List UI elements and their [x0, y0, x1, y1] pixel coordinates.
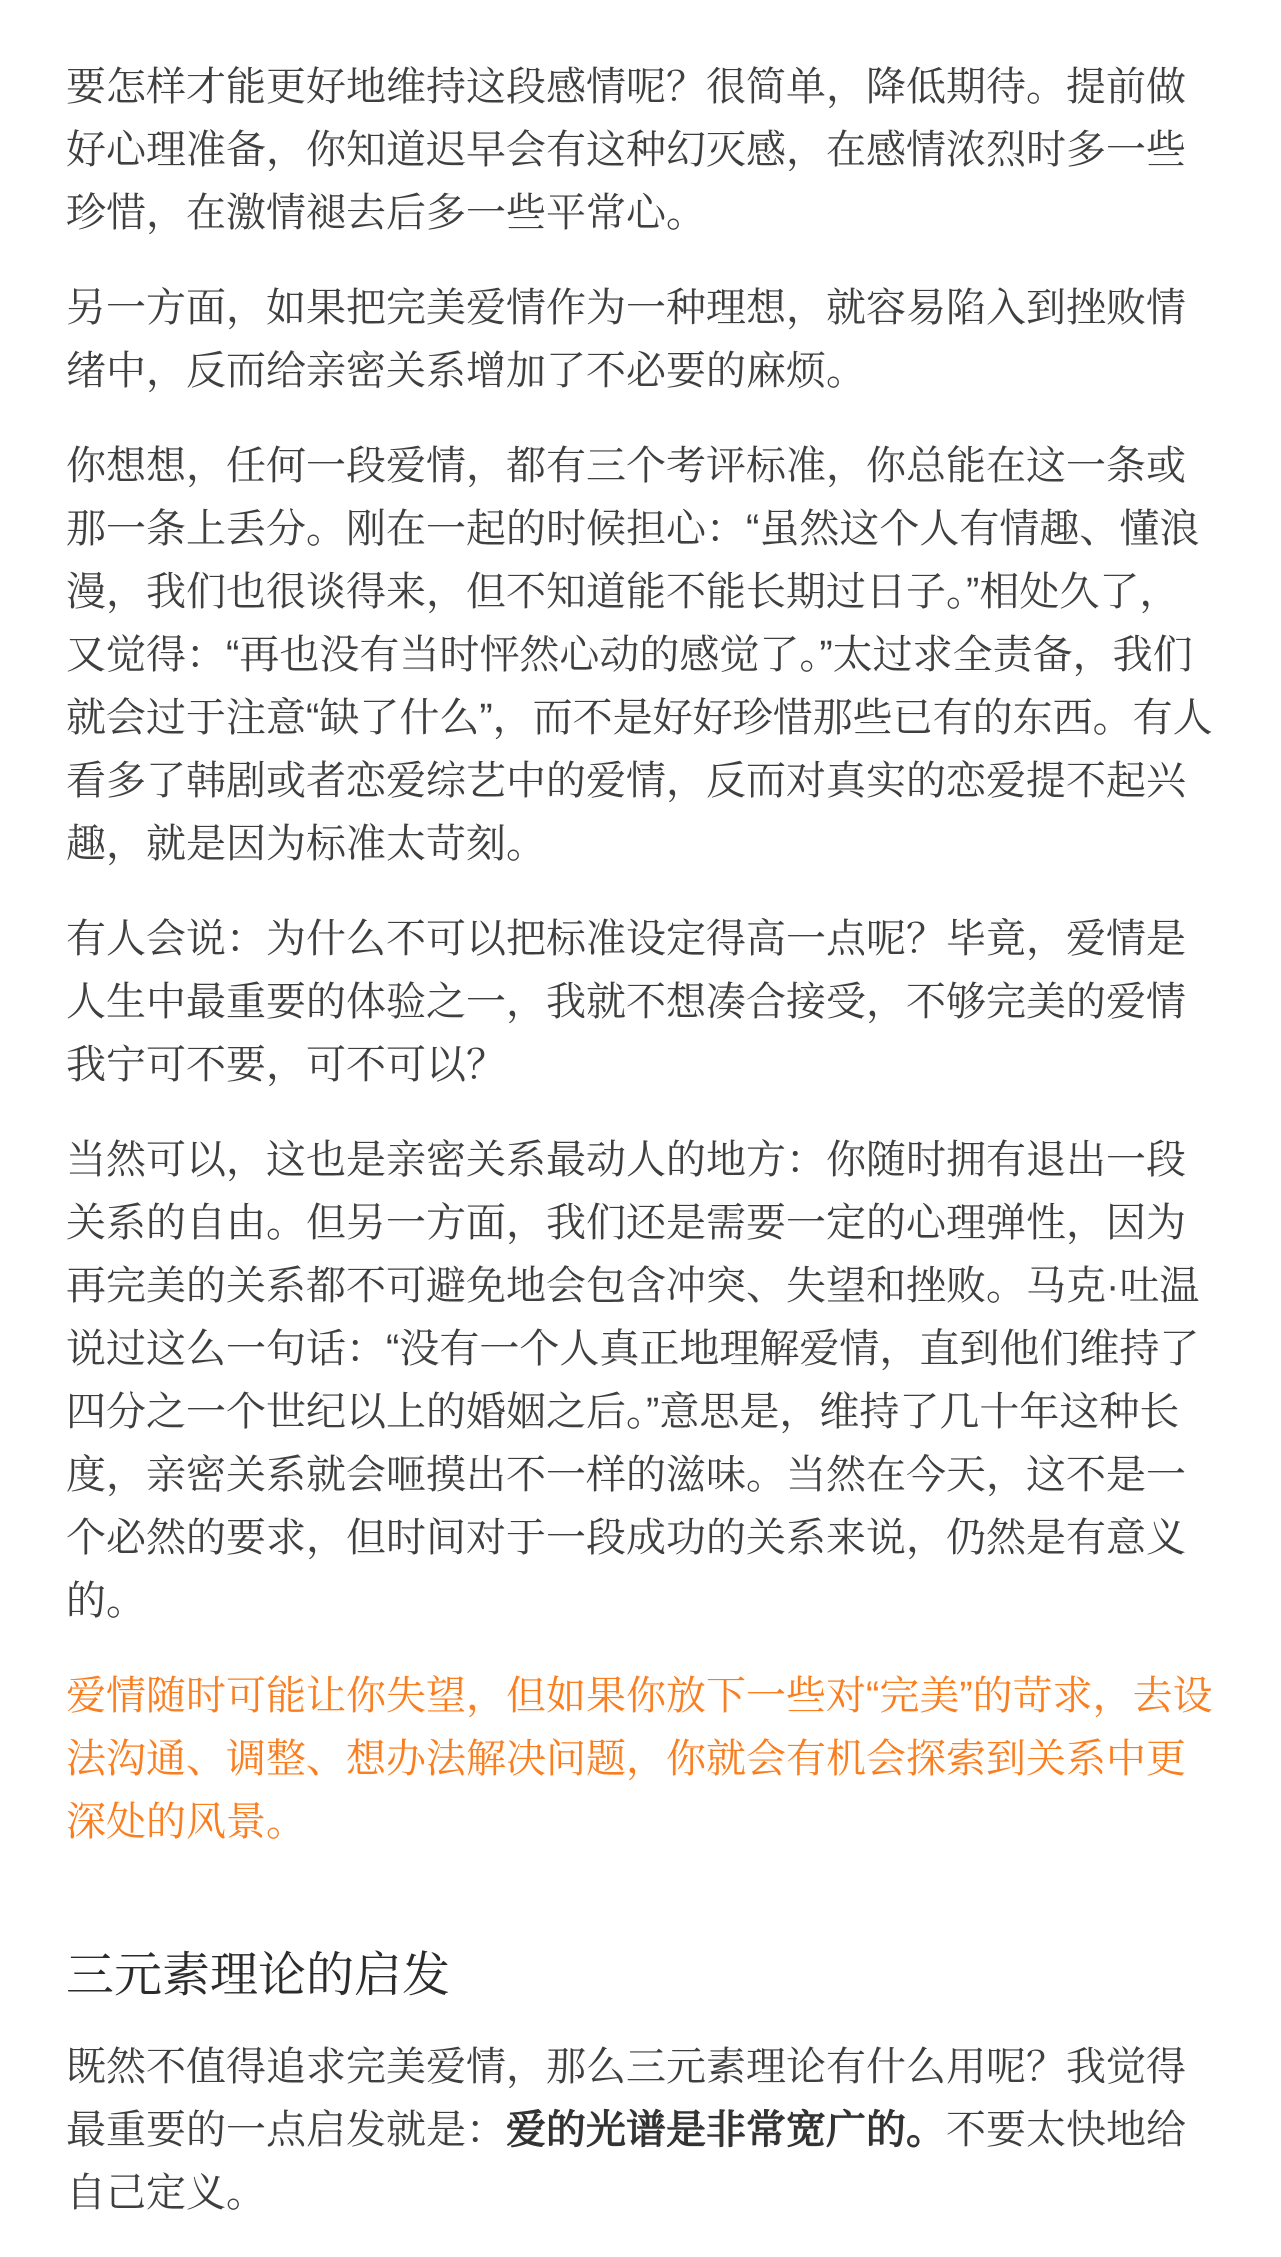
- paragraph: 另一方面，如果把完美爱情作为一种理想，就容易陷入到挫败情绪中，反而给亲密关系增加了不必要的麻烦。: [66, 286, 1186, 393]
- paragraph: 有人会说：为什么不可以把标准设定得高一点呢？毕竟，爱情是人生中最重要的体验之一，我就不想凑合接受，不够完美的爱情我宁可不要，可不可以？: [66, 917, 1186, 1087]
- bold-emphasis: 爱的光谱是非常宽广的。: [506, 2108, 946, 2152]
- paragraph-text: 不要太快地给自己定义。: [66, 2108, 1186, 2215]
- section-heading: 三元素理论的启发: [66, 1949, 451, 2002]
- paragraph: [66, 2036, 1218, 2225]
- paragraph-text: 既然不值得追求完美爱情，那么三元素理论有什么用呢？我觉得最重要的一点启发就是：: [66, 2045, 1186, 2152]
- article-body: [66, 56, 1218, 2257]
- highlighted-paragraph: 爱情随时可能让你失望，但如果你放下一些对“完美”的苛求，去设法沟通、调整、想办法解决问题，你就会有机会探索到关系中更深处的风景。: [66, 1674, 1213, 1844]
- paragraph: 当然可以，这也是亲密关系最动人的地方：你随时拥有退出一段关系的自由。但另一方面，我们还是需要一定的心理弹性，因为再完美的关系都不可避免地会包含冲突、失望和挫败。马克·吐温说过这么一句话：“没有一个人真正地理解爱情，直到他们维持了四分之一个世纪以上的婚姻之后。”意思是，维持了几十年这种长度，亲密关系就会咂摸出不一样的滋味。当然在今天，这不是一个必然的要求，但时间对于一段成功的关系来说，仍然是有意义的。: [66, 1138, 1200, 1623]
- paragraph: 要怎样才能更好地维持这段感情呢？很简单，降低期待。提前做好心理准备，你知道迟早会有这种幻灭感，在感情浓烈时多一些珍惜，在激情褪去后多一些平常心。: [66, 65, 1186, 235]
- paragraph: 你想想，任何一段爱情，都有三个考评标准，你总能在这一条或那一条上丢分。刚在一起的时候担心：“虽然这个人有情趣、懂浪漫，我们也很谈得来，但不知道能不能长期过日子。”相处久了，又觉得：“再也没有当时怦然心动的感觉了。”太过求全责备，我们就会过于注意“缺了什么”，而不是好好珍惜那些已有的东西。有人看多了韩剧或者恋爱综艺中的爱情，反而对真实的恋爱提不起兴趣，就是因为标准太苛刻。: [66, 444, 1213, 866]
